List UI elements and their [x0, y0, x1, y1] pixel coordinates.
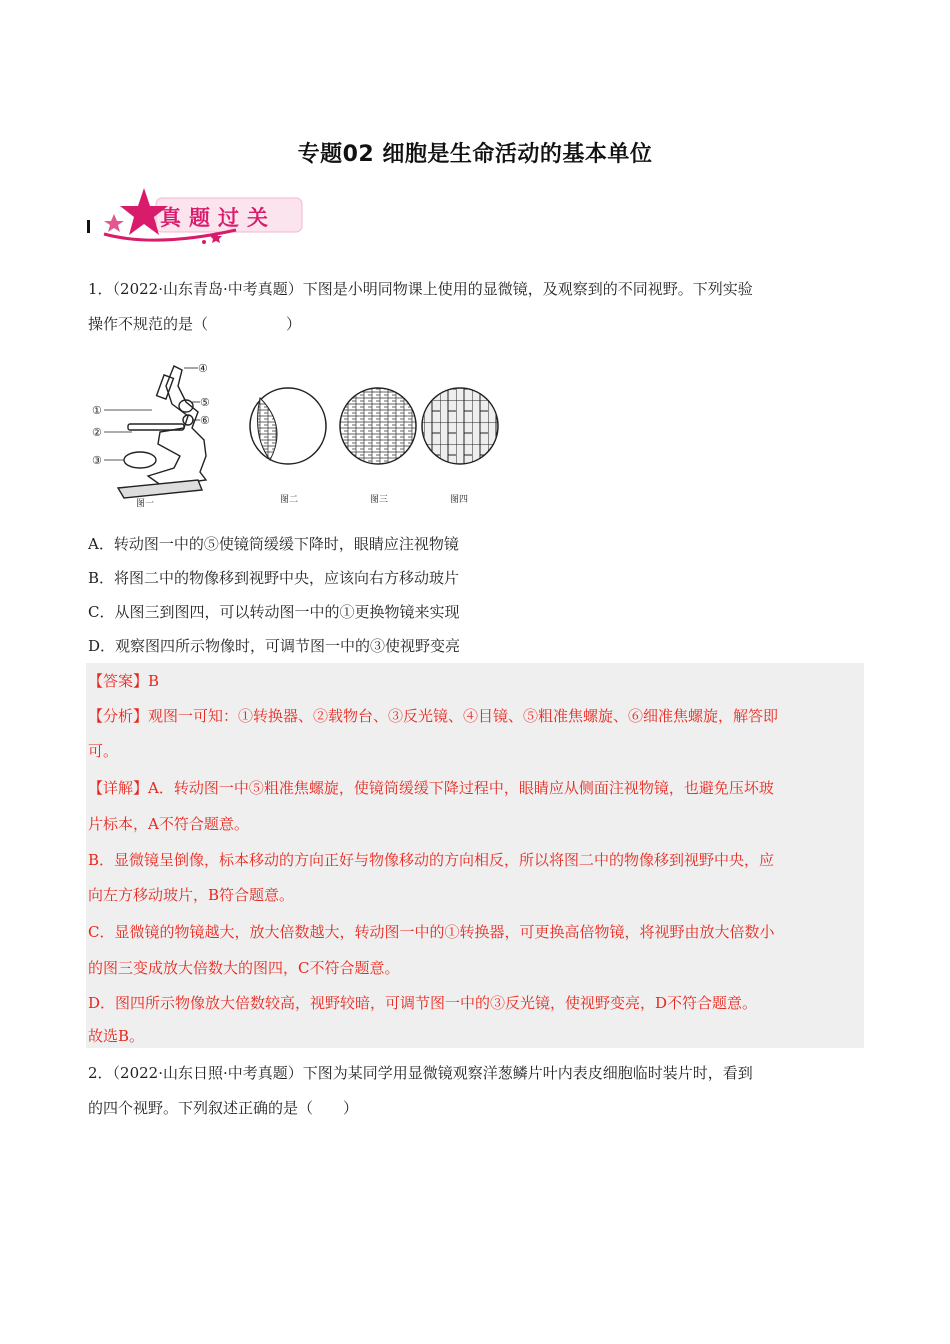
star-icon	[104, 214, 124, 232]
detail-line-2: 片标本，A不符合题意。	[88, 815, 249, 833]
detail-b-line-2: 向左方移动玻片，B符合题意。	[88, 886, 295, 904]
detail-c-line-1: C．显微镜的物镜越大，放大倍数越大，转动图一中的①转换器，可更换高倍物镜，将视野由放大倍数小	[88, 923, 775, 941]
caption-fig3: 图三	[370, 495, 389, 505]
option-b: B．将图二中的物像移到视野中央，应该向右方移动玻片	[88, 569, 460, 587]
marker-2: ②	[92, 426, 102, 439]
question-2-line-1: 2．（2022·山东日照·中考真题）下图为某同学用显微镜观察洋葱鳞片叶内表皮细胞临时装片时，看到	[88, 1064, 753, 1082]
banner-bar	[87, 220, 90, 233]
marker-3: ③	[92, 454, 102, 467]
detail-b-line-1: B．显微镜呈倒像，标本移动的方向正好与物像移动的方向相反，所以将图二中的物像移到视野中央，应	[88, 851, 775, 869]
analysis-line-1: 【分析】观图一可知：①转换器、②载物台、③反光镜、④目镜、⑤粗准焦螺旋、⑥细准焦螺旋，解答即	[88, 707, 779, 725]
banner-label: 真题过关	[160, 206, 276, 230]
page-title: 专题02 细胞是生命活动的基本单位	[297, 142, 653, 167]
view-field-4	[422, 388, 498, 464]
microscope-figure	[88, 356, 508, 510]
marker-1: ①	[92, 404, 102, 417]
marker-5: ⑤	[200, 396, 210, 409]
view-field-3	[340, 388, 416, 464]
view-field-2	[250, 388, 326, 464]
detail-d-line: D．图四所示物像放大倍数较高，视野较暗，可调节图一中的③反光镜，使视野变亮，D不符合题意。	[88, 994, 758, 1012]
marker-6: ⑥	[200, 414, 210, 427]
caption-fig4: 图四	[450, 495, 469, 505]
marker-4: ④	[198, 362, 208, 375]
option-d: D．观察图四所示物像时，可调节图一中的③使视野变亮	[88, 637, 461, 655]
answer-line: 【答案】B	[88, 672, 160, 690]
caption-fig2: 图二	[280, 495, 299, 505]
option-c: C．从图三到图四，可以转动图一中的①更换物镜来实现	[88, 603, 460, 621]
question-2-line-2: 的四个视野。下列叙述正确的是（ ）	[88, 1099, 359, 1117]
caption-fig1: 图一	[136, 499, 155, 509]
analysis-line-2: 可。	[88, 742, 119, 760]
conclusion-line: 故选B。	[88, 1027, 145, 1045]
detail-line-1: 【详解】A．转动图一中⑤粗准焦螺旋，使镜筒缓缓下降过程中，眼睛应从侧面注视物镜，也避免压坏玻	[88, 779, 774, 797]
question-1-line-2: 操作不规范的是（ ）	[88, 315, 302, 333]
option-a: A．转动图一中的⑤使镜筒缓缓下降时，眼睛应注视物镜	[88, 535, 459, 553]
question-1-line-1: 1．（2022·山东青岛·中考真题）下图是小明同物课上使用的显微镜，及观察到的不同视野。下列实验	[88, 280, 753, 298]
detail-c-line-2: 的图三变成放大倍数大的图四，C不符合题意。	[88, 959, 400, 977]
